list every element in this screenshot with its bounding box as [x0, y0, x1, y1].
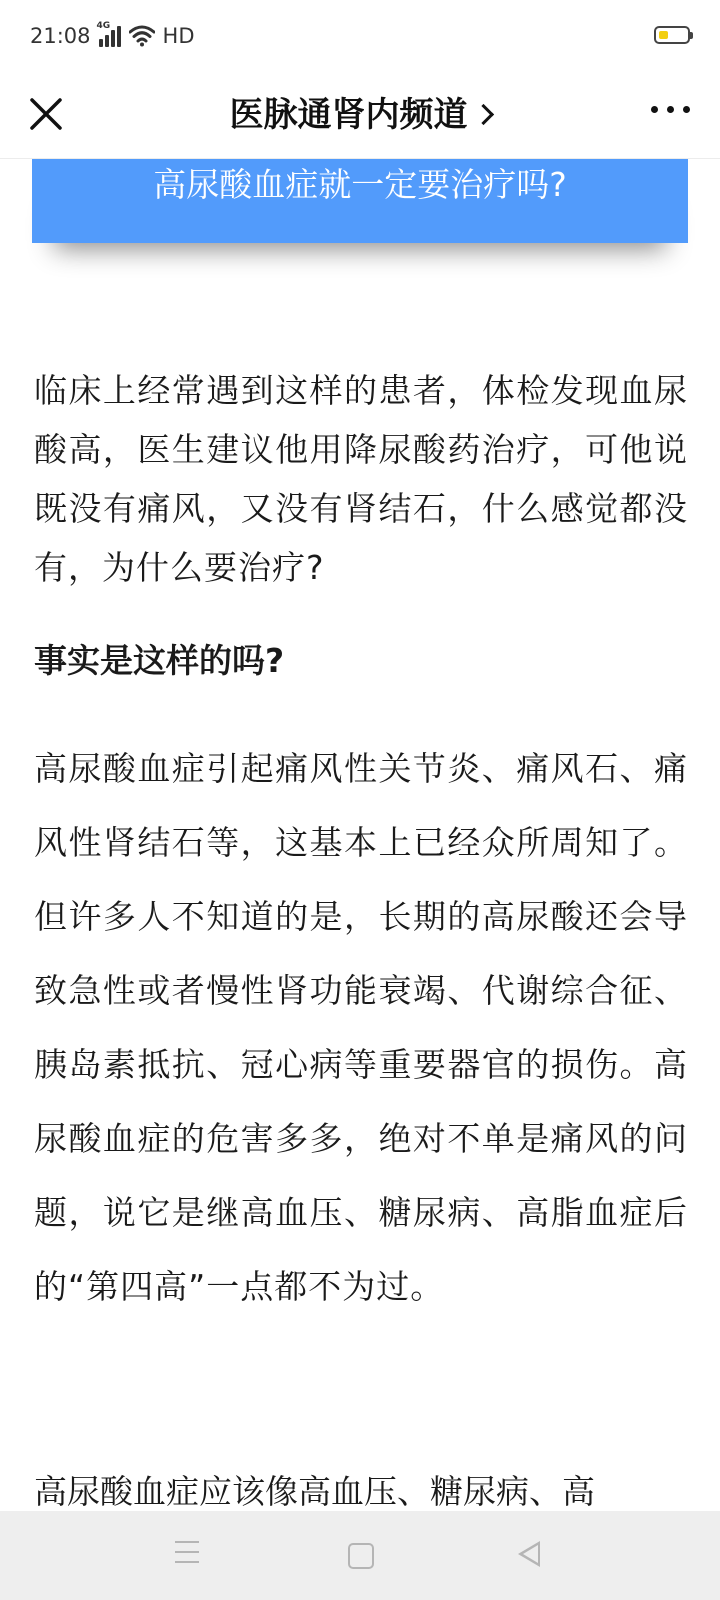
chevron-right-icon [472, 104, 493, 125]
paragraph-intro: 临床上经常遇到这样的患者，体检发现血尿酸高，医生建议他用降尿酸药治疗，可他说既没有痛风，又没有肾结石，什么感觉都没有，为什么要治疗? [34, 371, 688, 587]
article-content[interactable] [0, 159, 720, 1511]
status-left [30, 22, 195, 50]
wifi-icon [129, 25, 155, 47]
battery-level [659, 31, 668, 39]
system-navigation-bar [0, 1511, 720, 1600]
channel-title: 医脉通肾内频道 [229, 95, 468, 135]
more-icon [651, 106, 658, 113]
nav-bar [0, 72, 720, 159]
menu-icon [175, 1541, 199, 1543]
battery-icon [654, 26, 690, 44]
cellular-signal-icon [96, 21, 121, 47]
status-bar [0, 0, 720, 72]
channel-title-link[interactable] [0, 92, 720, 138]
status-time: 21:08 [30, 24, 91, 48]
home-button[interactable] [348, 1543, 374, 1569]
hd-indicator: HD [162, 24, 195, 48]
paragraph-cut-off: 高尿酸血症应该像高血压、糖尿病、高 [34, 1472, 595, 1511]
paragraph-body: 高尿酸血症引起痛风性关节炎、痛风石、痛风性肾结石等，这基本上已经众所周知了。但许多人不知道的是，长期的高尿酸还会导致急性或者慢性肾功能衰竭、代谢综合征、胰岛素抵抗、冠心病等重要器官的损伤。高尿酸血症的危害多多，绝对不单是痛风的问题，说它是继高血压、糖尿病、高脂血症后的“第四高”一点都不为过。 [34, 749, 688, 1306]
article-banner: 高尿酸血症就一定要治疗吗? [32, 159, 688, 243]
more-button[interactable] [651, 106, 690, 113]
back-button[interactable] [518, 1541, 540, 1567]
network-type: 4G [96, 21, 111, 31]
menu-button[interactable] [175, 1541, 199, 1571]
paragraph-question: 事实是这样的吗? [34, 641, 285, 680]
